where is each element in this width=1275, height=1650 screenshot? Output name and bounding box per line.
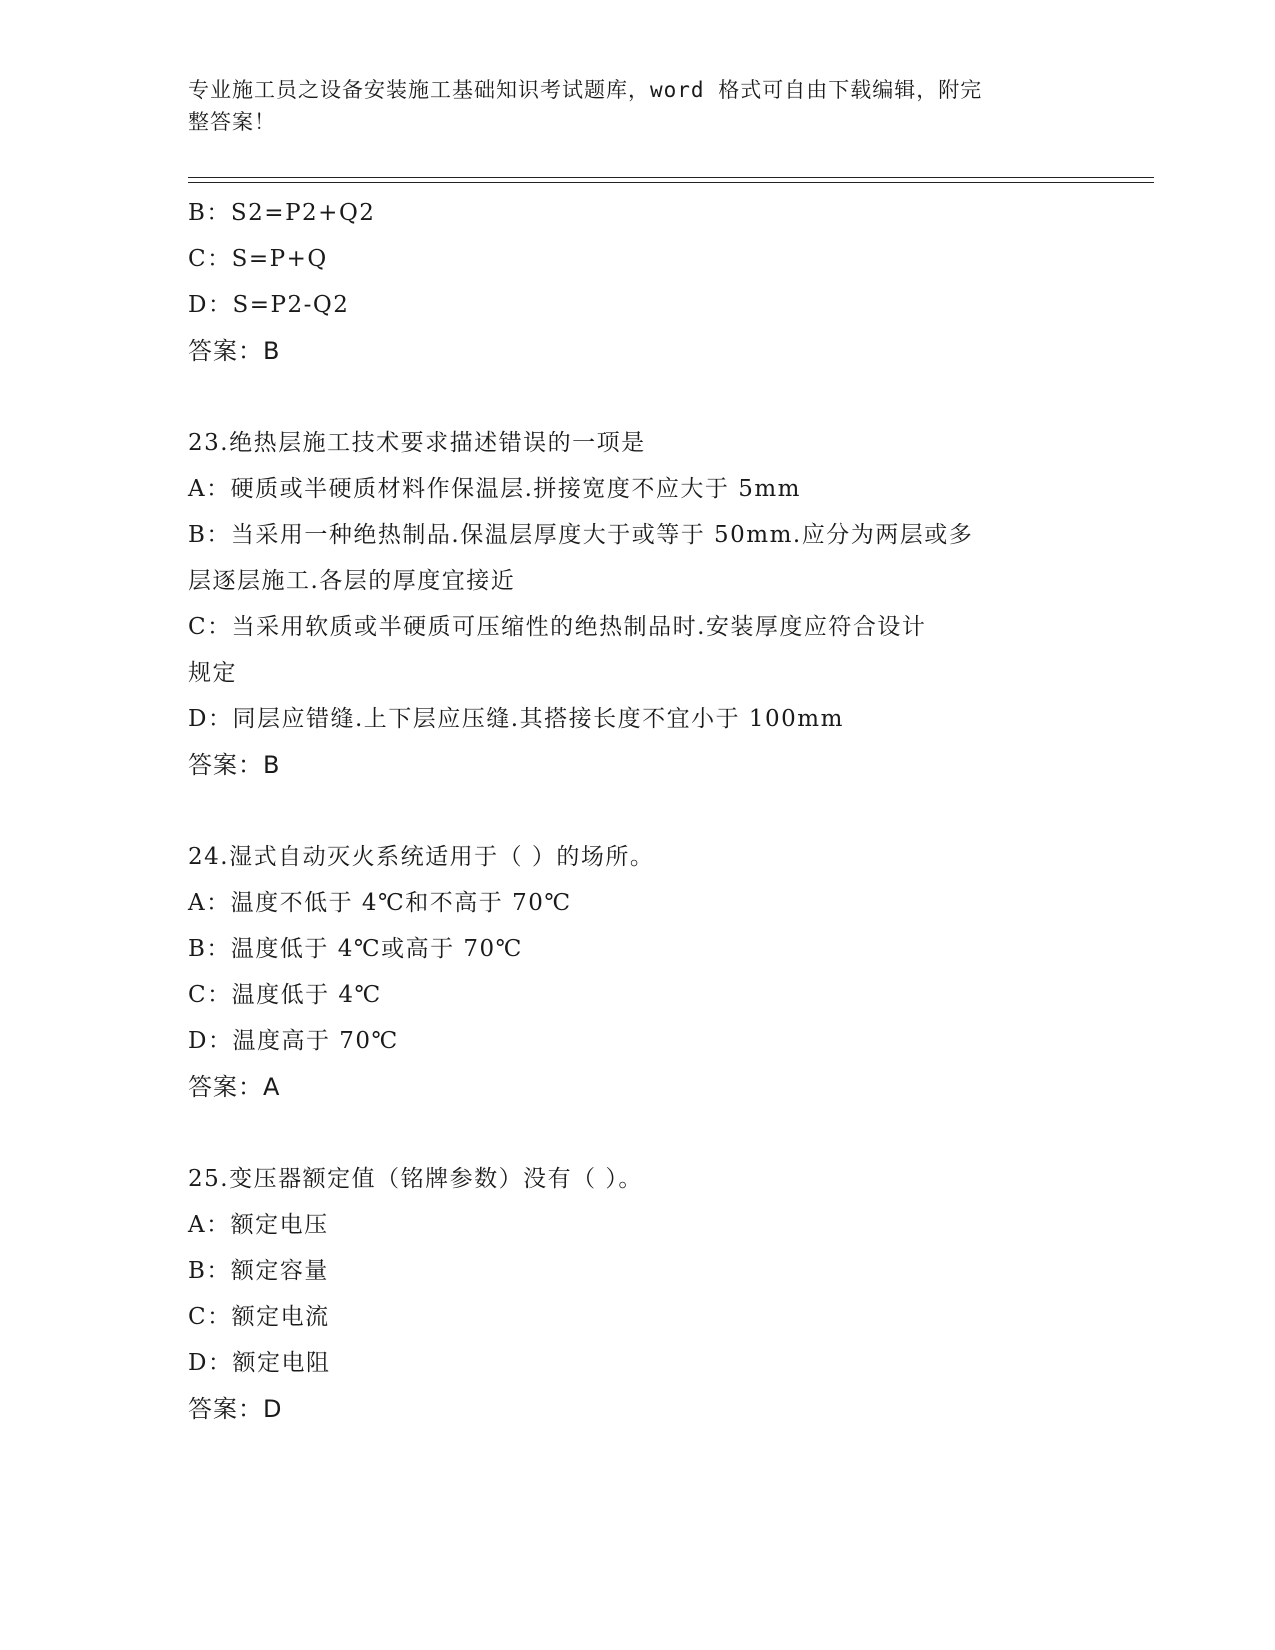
q24-answer: 答案：A bbox=[188, 1073, 281, 1101]
header-divider-top bbox=[188, 177, 1154, 178]
q25-option-d: D：额定电阻 bbox=[188, 1350, 331, 1376]
q24-option-c: C：温度低于 4℃ bbox=[188, 982, 382, 1008]
q23-option-c-line-2: 规定 bbox=[188, 660, 237, 686]
question-23-block bbox=[188, 420, 1088, 788]
header-divider-bottom bbox=[188, 182, 1154, 183]
spacer bbox=[188, 788, 1088, 834]
q23-option-a: A：硬质或半硬质材料作保温层.拼接宽度不应大于 5mm bbox=[188, 476, 801, 502]
q23-option-c-line-1: C：当采用软质或半硬质可压缩性的绝热制品时.安装厚度应符合设计 bbox=[188, 614, 927, 640]
q23-answer: 答案：B bbox=[188, 751, 281, 779]
q25-answer: 答案：D bbox=[188, 1395, 283, 1423]
spacer bbox=[188, 374, 1088, 420]
q24-option-b: B：温度低于 4℃或高于 70℃ bbox=[188, 936, 523, 962]
header-line-1: 专业施工员之设备安装施工基础知识考试题库，word 格式可自由下载编辑，附完 bbox=[188, 78, 983, 102]
header-line-2: 整答案！ bbox=[188, 110, 276, 134]
q25-option-a: A：额定电压 bbox=[188, 1212, 329, 1238]
question-24-block bbox=[188, 834, 1088, 1110]
question-25-block bbox=[188, 1156, 1088, 1432]
q23-option-b-line-2: 层逐层施工.各层的厚度宜接近 bbox=[188, 568, 516, 594]
spacer bbox=[188, 1110, 1088, 1156]
document-header bbox=[188, 74, 1068, 138]
q22-option-d: D：S=P2-Q2 bbox=[188, 292, 350, 318]
q25-option-c: C：额定电流 bbox=[188, 1304, 330, 1330]
q25-option-b: B：额定容量 bbox=[188, 1258, 329, 1284]
q24-option-a: A：温度不低于 4℃和不高于 70℃ bbox=[188, 890, 572, 916]
q23-option-b-line-1: B：当采用一种绝热制品.保温层厚度大于或等于 50mm.应分为两层或多 bbox=[188, 522, 974, 548]
q22-option-c: C：S=P+Q bbox=[188, 246, 328, 272]
q23-question: 23.绝热层施工技术要求描述错误的一项是 bbox=[188, 430, 646, 456]
q25-question: 25.变压器额定值（铭牌参数）没有（ ）。 bbox=[188, 1166, 643, 1192]
question-22-block bbox=[188, 190, 1088, 374]
q23-option-d: D：同层应错缝.上下层应压缝.其搭接长度不宜小于 100mm bbox=[188, 706, 844, 732]
q22-option-b: B：S2=P2+Q2 bbox=[188, 200, 376, 226]
q24-question: 24.湿式自动灭火系统适用于（ ）的场所。 bbox=[188, 844, 655, 870]
question-list bbox=[188, 190, 1088, 1432]
q22-answer: 答案：B bbox=[188, 337, 281, 365]
q24-option-d: D：温度高于 70℃ bbox=[188, 1028, 399, 1054]
